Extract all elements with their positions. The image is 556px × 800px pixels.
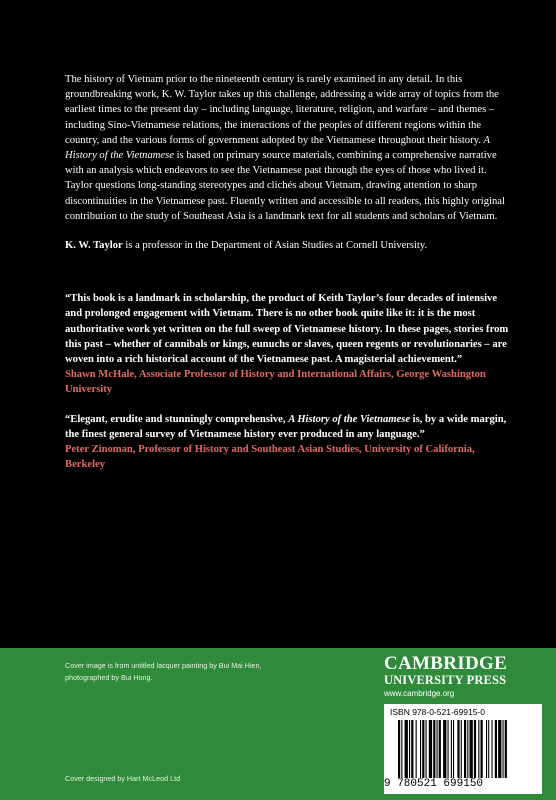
publisher-band <box>0 648 556 800</box>
barcode-bar <box>420 720 421 778</box>
barcode-bar <box>429 720 432 778</box>
barcode-bar <box>416 720 417 778</box>
barcode-bar <box>461 720 462 778</box>
isbn-barcode <box>384 704 542 794</box>
barcode-bar <box>422 720 424 778</box>
publisher-name: CAMBRIDGE <box>384 653 508 674</box>
cover-image-credit: Cover image is from untitled lacquer painting by Bui Mai Hien, photographed by Bui Hong. <box>65 661 262 682</box>
barcode-bar <box>448 720 449 778</box>
barcode-bar <box>464 720 466 778</box>
barcode-bar <box>492 720 493 778</box>
book-title-italic: A History of the Vietnamese <box>65 134 490 162</box>
barcode-bar <box>488 720 489 778</box>
review-quote-1: “This book is a landmark in scholarship, the product of Keith Taylor’s four decades of intensive and prolonged engagement with Vietnam. There is no other book quite like it: it is the most authoritative work yet written on the full sweep of Vietnamese history. In these pages, stories from this past – whether of cannibals or kings, eunuchs or slaves, queen regents or revolutionaries – are woven into a rich historical account of the Vietnamese past. A magisterial achievement.” Shawn McHale, Associate Professor of History and International Affairs, George Washington University <box>65 291 510 397</box>
barcode-bar <box>467 720 468 778</box>
cover-design-credit: Cover designed by Hart McLeod Ltd <box>65 774 181 783</box>
author-bio: K. W. Taylor is a professor in the Department of Asian Studies at Cornell University. <box>65 240 428 252</box>
barcode-bar <box>409 720 410 778</box>
publisher-subname: UNIVERSITY PRESS <box>384 673 507 687</box>
book-description: The history of Vietnam prior to the nineteenth century is rarely examined in any detail. In this groundbreaking work, K. W. Taylor takes up this challenge, addressing a wide array of topics from the earliest times to the present day – including language, literature, religion, and warfare – and themes – including Sino-Vietnamese relations, the interactions of the peoples of different regions within the country, and the various forms of government adopted by the Vietnamese throughout their history. A History of the Vietnamese is based on primary source materials, combining a comprehensive narrative with an analysis which endeavors to see the Vietnamese past through the eyes of those who lived it. Taylor questions long-standing stereotypes and clichés about Vietnam, drawing attention to sharp discontinuities in the Vietnamese past. Fluently written and accessible to all readers, this highly original contribution to the study of Southeast Asia is a landmark text for all students and scholars of Vietnam. <box>65 74 505 222</box>
barcode-bar <box>505 720 507 778</box>
barcode-bar <box>478 720 479 778</box>
review-attribution-1: Shawn McHale, Associate Professor of History and International Affairs, George Washington University <box>65 369 486 396</box>
review-attribution-2: Peter Zinoman, Professor of History and Southeast Asian Studies, University of California, Berkeley <box>65 444 475 471</box>
barcode-bar <box>453 720 454 778</box>
barcode-bar <box>411 720 413 778</box>
barcode-bar <box>433 720 435 778</box>
author-name: K. W. Taylor <box>65 240 123 252</box>
barcode-bar <box>486 720 487 778</box>
barcode-bar <box>451 720 452 778</box>
barcode-bar <box>426 720 427 778</box>
barcode-bar <box>398 720 400 778</box>
barcode-bar <box>481 720 483 778</box>
barcode-bar <box>503 720 504 778</box>
barcode-bar <box>495 720 497 778</box>
barcode-bar <box>474 720 476 778</box>
publisher-logo <box>384 654 524 698</box>
barcode-bar <box>439 720 441 778</box>
barcode-bar <box>470 720 473 778</box>
barcode-bar <box>437 720 438 778</box>
barcode-bar <box>457 720 459 778</box>
publisher-url: www.cambridge.org <box>384 689 455 698</box>
cover-text <box>65 72 510 472</box>
barcode-bar <box>443 720 446 778</box>
barcode-bars <box>398 720 534 778</box>
barcode-bar <box>498 720 501 778</box>
barcode-bar <box>405 720 408 778</box>
barcode-digits: 9 780521 699150 <box>384 778 484 790</box>
barcode-bar <box>401 720 402 778</box>
review-quote-2: “Elegant, erudite and stunningly comprehensive, A History of the Vietnamese is, by a wide margin, the finest general survey of Vietnamese history ever produced in any language.” Peter Zinoman, Professor of History and Southeast Asian Studies, University of California, Berkeley <box>65 412 510 473</box>
isbn-label: ISBN 978-0-521-69915-0 <box>390 707 485 717</box>
